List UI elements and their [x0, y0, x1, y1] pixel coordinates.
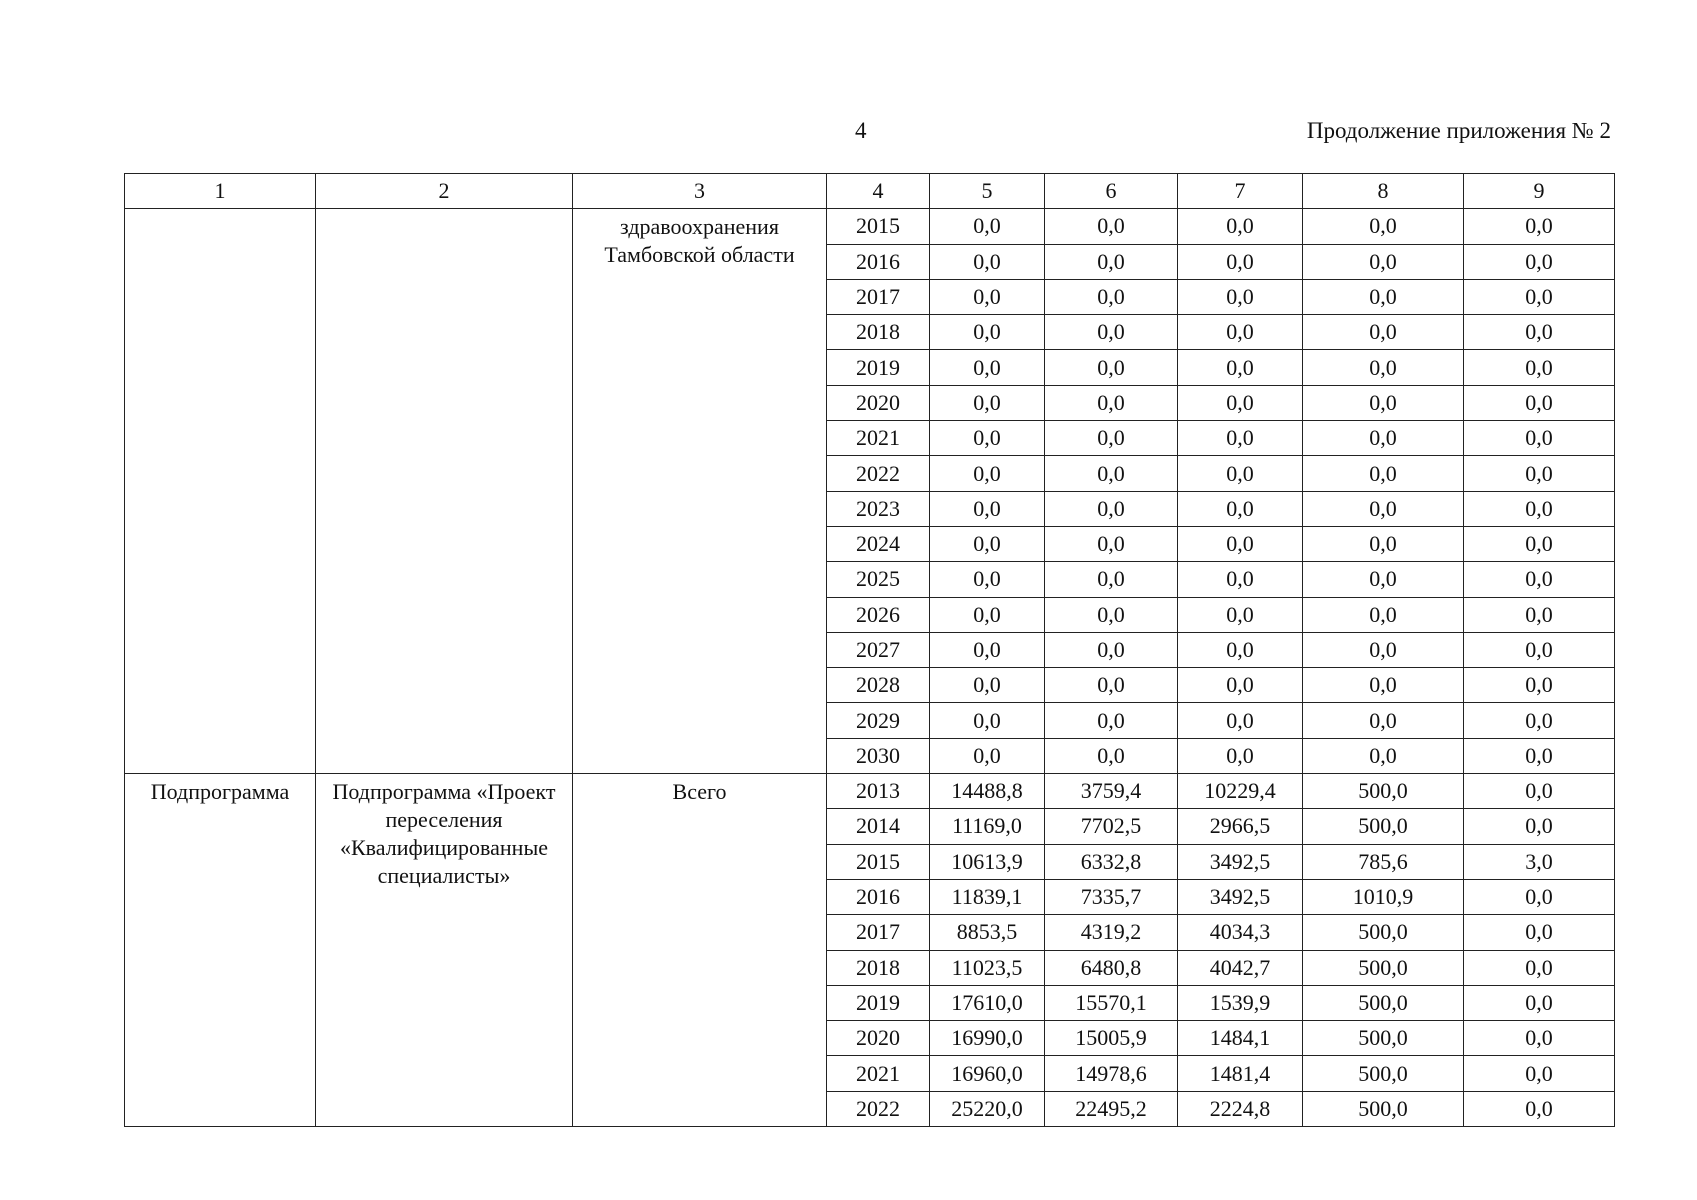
section-name-cell [316, 209, 573, 774]
value-cell-col9: 0,0 [1464, 703, 1615, 738]
value-cell-col8: 0,0 [1303, 244, 1464, 279]
year-cell: 2023 [827, 491, 930, 526]
value-cell-col6: 6480,8 [1045, 950, 1178, 985]
value-cell-col8: 500,0 [1303, 809, 1464, 844]
value-cell-col5: 16990,0 [930, 1021, 1045, 1056]
value-cell-col7: 3492,5 [1178, 879, 1303, 914]
column-header-7: 7 [1178, 174, 1303, 209]
year-cell: 2026 [827, 597, 930, 632]
year-cell: 2015 [827, 209, 930, 244]
column-header-5: 5 [930, 174, 1045, 209]
value-cell-col5: 10613,9 [930, 844, 1045, 879]
value-cell-col8: 0,0 [1303, 491, 1464, 526]
value-cell-col7: 0,0 [1178, 456, 1303, 491]
value-cell-col9: 0,0 [1464, 526, 1615, 561]
year-cell: 2019 [827, 985, 930, 1020]
year-cell: 2015 [827, 844, 930, 879]
value-cell-col9: 0,0 [1464, 209, 1615, 244]
value-cell-col8: 500,0 [1303, 950, 1464, 985]
year-cell: 2018 [827, 315, 930, 350]
value-cell-col5: 0,0 [930, 244, 1045, 279]
value-cell-col5: 0,0 [930, 279, 1045, 314]
value-cell-col9: 0,0 [1464, 562, 1615, 597]
value-cell-col9: 0,0 [1464, 985, 1615, 1020]
value-cell-col8: 0,0 [1303, 632, 1464, 667]
value-cell-col8: 0,0 [1303, 315, 1464, 350]
value-cell-col7: 0,0 [1178, 209, 1303, 244]
value-cell-col5: 11839,1 [930, 879, 1045, 914]
value-cell-col9: 0,0 [1464, 632, 1615, 667]
value-cell-col7: 2966,5 [1178, 809, 1303, 844]
column-header-8: 8 [1303, 174, 1464, 209]
value-cell-col7: 0,0 [1178, 315, 1303, 350]
value-cell-col7: 0,0 [1178, 632, 1303, 667]
year-cell: 2028 [827, 668, 930, 703]
value-cell-col7: 4042,7 [1178, 950, 1303, 985]
year-cell: 2013 [827, 774, 930, 809]
year-cell: 2022 [827, 1091, 930, 1126]
value-cell-col8: 500,0 [1303, 1021, 1464, 1056]
value-cell-col5: 0,0 [930, 562, 1045, 597]
value-cell-col7: 0,0 [1178, 738, 1303, 773]
value-cell-col9: 0,0 [1464, 491, 1615, 526]
value-cell-col9: 0,0 [1464, 1056, 1615, 1091]
value-cell-col7: 0,0 [1178, 279, 1303, 314]
value-cell-col9: 3,0 [1464, 844, 1615, 879]
value-cell-col8: 0,0 [1303, 562, 1464, 597]
value-cell-col9: 0,0 [1464, 738, 1615, 773]
year-cell: 2022 [827, 456, 930, 491]
value-cell-col9: 0,0 [1464, 668, 1615, 703]
value-cell-col6: 0,0 [1045, 491, 1178, 526]
value-cell-col9: 0,0 [1464, 385, 1615, 420]
year-cell: 2017 [827, 279, 930, 314]
value-cell-col6: 0,0 [1045, 456, 1178, 491]
value-cell-col6: 6332,8 [1045, 844, 1178, 879]
value-cell-col6: 0,0 [1045, 738, 1178, 773]
value-cell-col9: 0,0 [1464, 421, 1615, 456]
value-cell-col5: 0,0 [930, 491, 1045, 526]
value-cell-col8: 0,0 [1303, 738, 1464, 773]
value-cell-col5: 0,0 [930, 668, 1045, 703]
value-cell-col6: 0,0 [1045, 209, 1178, 244]
value-cell-col9: 0,0 [1464, 315, 1615, 350]
column-header-1: 1 [125, 174, 316, 209]
year-cell: 2025 [827, 562, 930, 597]
value-cell-col5: 14488,8 [930, 774, 1045, 809]
value-cell-col5: 8853,5 [930, 915, 1045, 950]
year-cell: 2027 [827, 632, 930, 667]
table-header [125, 174, 1615, 209]
section-type-cell: Подпрограмма [125, 774, 316, 1127]
value-cell-col5: 17610,0 [930, 985, 1045, 1020]
value-cell-col5: 0,0 [930, 632, 1045, 667]
value-cell-col7: 1481,4 [1178, 1056, 1303, 1091]
year-cell: 2029 [827, 703, 930, 738]
year-cell: 2024 [827, 526, 930, 561]
value-cell-col8: 500,0 [1303, 774, 1464, 809]
appendix-continuation-label: Продолжение приложения № 2 [1306, 118, 1611, 143]
value-cell-col8: 0,0 [1303, 209, 1464, 244]
column-header-4: 4 [827, 174, 930, 209]
value-cell-col8: 0,0 [1303, 279, 1464, 314]
value-cell-col9: 0,0 [1464, 456, 1615, 491]
value-cell-col5: 0,0 [930, 385, 1045, 420]
header-row [125, 174, 1615, 209]
value-cell-col9: 0,0 [1464, 279, 1615, 314]
value-cell-col9: 0,0 [1464, 350, 1615, 385]
value-cell-col6: 15005,9 [1045, 1021, 1178, 1056]
value-cell-col7: 0,0 [1178, 526, 1303, 561]
page-number: 4 [855, 118, 867, 143]
value-cell-col8: 500,0 [1303, 1091, 1464, 1126]
value-cell-col6: 0,0 [1045, 703, 1178, 738]
value-cell-col5: 0,0 [930, 703, 1045, 738]
value-cell-col8: 0,0 [1303, 350, 1464, 385]
value-cell-col8: 0,0 [1303, 703, 1464, 738]
value-cell-col7: 0,0 [1178, 244, 1303, 279]
value-cell-col6: 22495,2 [1045, 1091, 1178, 1126]
value-cell-col6: 0,0 [1045, 597, 1178, 632]
year-cell: 2020 [827, 385, 930, 420]
value-cell-col6: 0,0 [1045, 279, 1178, 314]
year-cell: 2019 [827, 350, 930, 385]
section-type-cell [125, 209, 316, 774]
value-cell-col5: 0,0 [930, 526, 1045, 561]
table-row [125, 774, 1615, 809]
column-header-2: 2 [316, 174, 573, 209]
value-cell-col9: 0,0 [1464, 950, 1615, 985]
year-cell: 2014 [827, 809, 930, 844]
value-cell-col6: 0,0 [1045, 350, 1178, 385]
value-cell-col7: 0,0 [1178, 597, 1303, 632]
value-cell-col6: 0,0 [1045, 526, 1178, 561]
value-cell-col6: 7702,5 [1045, 809, 1178, 844]
section-name-cell: Подпрограмма «Проект переселения «Квалифицированные специалисты» [316, 774, 573, 1127]
year-cell: 2021 [827, 1056, 930, 1091]
value-cell-col8: 0,0 [1303, 385, 1464, 420]
value-cell-col5: 0,0 [930, 597, 1045, 632]
column-header-6: 6 [1045, 174, 1178, 209]
value-cell-col7: 0,0 [1178, 562, 1303, 597]
value-cell-col9: 0,0 [1464, 244, 1615, 279]
value-cell-col7: 1539,9 [1178, 985, 1303, 1020]
year-cell: 2030 [827, 738, 930, 773]
value-cell-col6: 0,0 [1045, 244, 1178, 279]
value-cell-col7: 0,0 [1178, 668, 1303, 703]
value-cell-col5: 0,0 [930, 209, 1045, 244]
value-cell-col5: 0,0 [930, 421, 1045, 456]
budget-table [124, 173, 1615, 1127]
value-cell-col8: 0,0 [1303, 597, 1464, 632]
year-cell: 2021 [827, 421, 930, 456]
value-cell-col5: 16960,0 [930, 1056, 1045, 1091]
year-cell: 2020 [827, 1021, 930, 1056]
value-cell-col8: 0,0 [1303, 668, 1464, 703]
value-cell-col5: 11169,0 [930, 809, 1045, 844]
value-cell-col9: 0,0 [1464, 1091, 1615, 1126]
value-cell-col5: 0,0 [930, 456, 1045, 491]
value-cell-col7: 0,0 [1178, 491, 1303, 526]
table-row [125, 209, 1615, 244]
value-cell-col6: 3759,4 [1045, 774, 1178, 809]
column-header-9: 9 [1464, 174, 1615, 209]
value-cell-col8: 500,0 [1303, 985, 1464, 1020]
year-cell: 2016 [827, 244, 930, 279]
value-cell-col6: 4319,2 [1045, 915, 1178, 950]
year-cell: 2018 [827, 950, 930, 985]
value-cell-col8: 0,0 [1303, 456, 1464, 491]
value-cell-col8: 1010,9 [1303, 879, 1464, 914]
value-cell-col5: 11023,5 [930, 950, 1045, 985]
value-cell-col7: 3492,5 [1178, 844, 1303, 879]
value-cell-col7: 0,0 [1178, 421, 1303, 456]
value-cell-col7: 0,0 [1178, 385, 1303, 420]
value-cell-col5: 0,0 [930, 315, 1045, 350]
value-cell-col8: 500,0 [1303, 1056, 1464, 1091]
value-cell-col6: 0,0 [1045, 632, 1178, 667]
value-cell-col6: 0,0 [1045, 385, 1178, 420]
value-cell-col7: 2224,8 [1178, 1091, 1303, 1126]
value-cell-col9: 0,0 [1464, 879, 1615, 914]
value-cell-col7: 10229,4 [1178, 774, 1303, 809]
value-cell-col6: 0,0 [1045, 315, 1178, 350]
value-cell-col5: 0,0 [930, 350, 1045, 385]
value-cell-col6: 15570,1 [1045, 985, 1178, 1020]
table-body [125, 209, 1615, 1127]
value-cell-col8: 0,0 [1303, 421, 1464, 456]
value-cell-col5: 25220,0 [930, 1091, 1045, 1126]
section-source-cell: здравоохранения Тамбовской области [573, 209, 827, 774]
value-cell-col7: 1484,1 [1178, 1021, 1303, 1056]
value-cell-col7: 4034,3 [1178, 915, 1303, 950]
value-cell-col7: 0,0 [1178, 350, 1303, 385]
value-cell-col6: 0,0 [1045, 562, 1178, 597]
column-header-3: 3 [573, 174, 827, 209]
value-cell-col8: 0,0 [1303, 526, 1464, 561]
value-cell-col9: 0,0 [1464, 774, 1615, 809]
section-source-cell: Всего [573, 774, 827, 1127]
value-cell-col6: 14978,6 [1045, 1056, 1178, 1091]
value-cell-col9: 0,0 [1464, 1021, 1615, 1056]
value-cell-col8: 785,6 [1303, 844, 1464, 879]
value-cell-col7: 0,0 [1178, 703, 1303, 738]
value-cell-col6: 0,0 [1045, 668, 1178, 703]
value-cell-col6: 7335,7 [1045, 879, 1178, 914]
value-cell-col6: 0,0 [1045, 421, 1178, 456]
value-cell-col5: 0,0 [930, 738, 1045, 773]
value-cell-col9: 0,0 [1464, 597, 1615, 632]
year-cell: 2017 [827, 915, 930, 950]
value-cell-col9: 0,0 [1464, 809, 1615, 844]
year-cell: 2016 [827, 879, 930, 914]
value-cell-col8: 500,0 [1303, 915, 1464, 950]
value-cell-col9: 0,0 [1464, 915, 1615, 950]
